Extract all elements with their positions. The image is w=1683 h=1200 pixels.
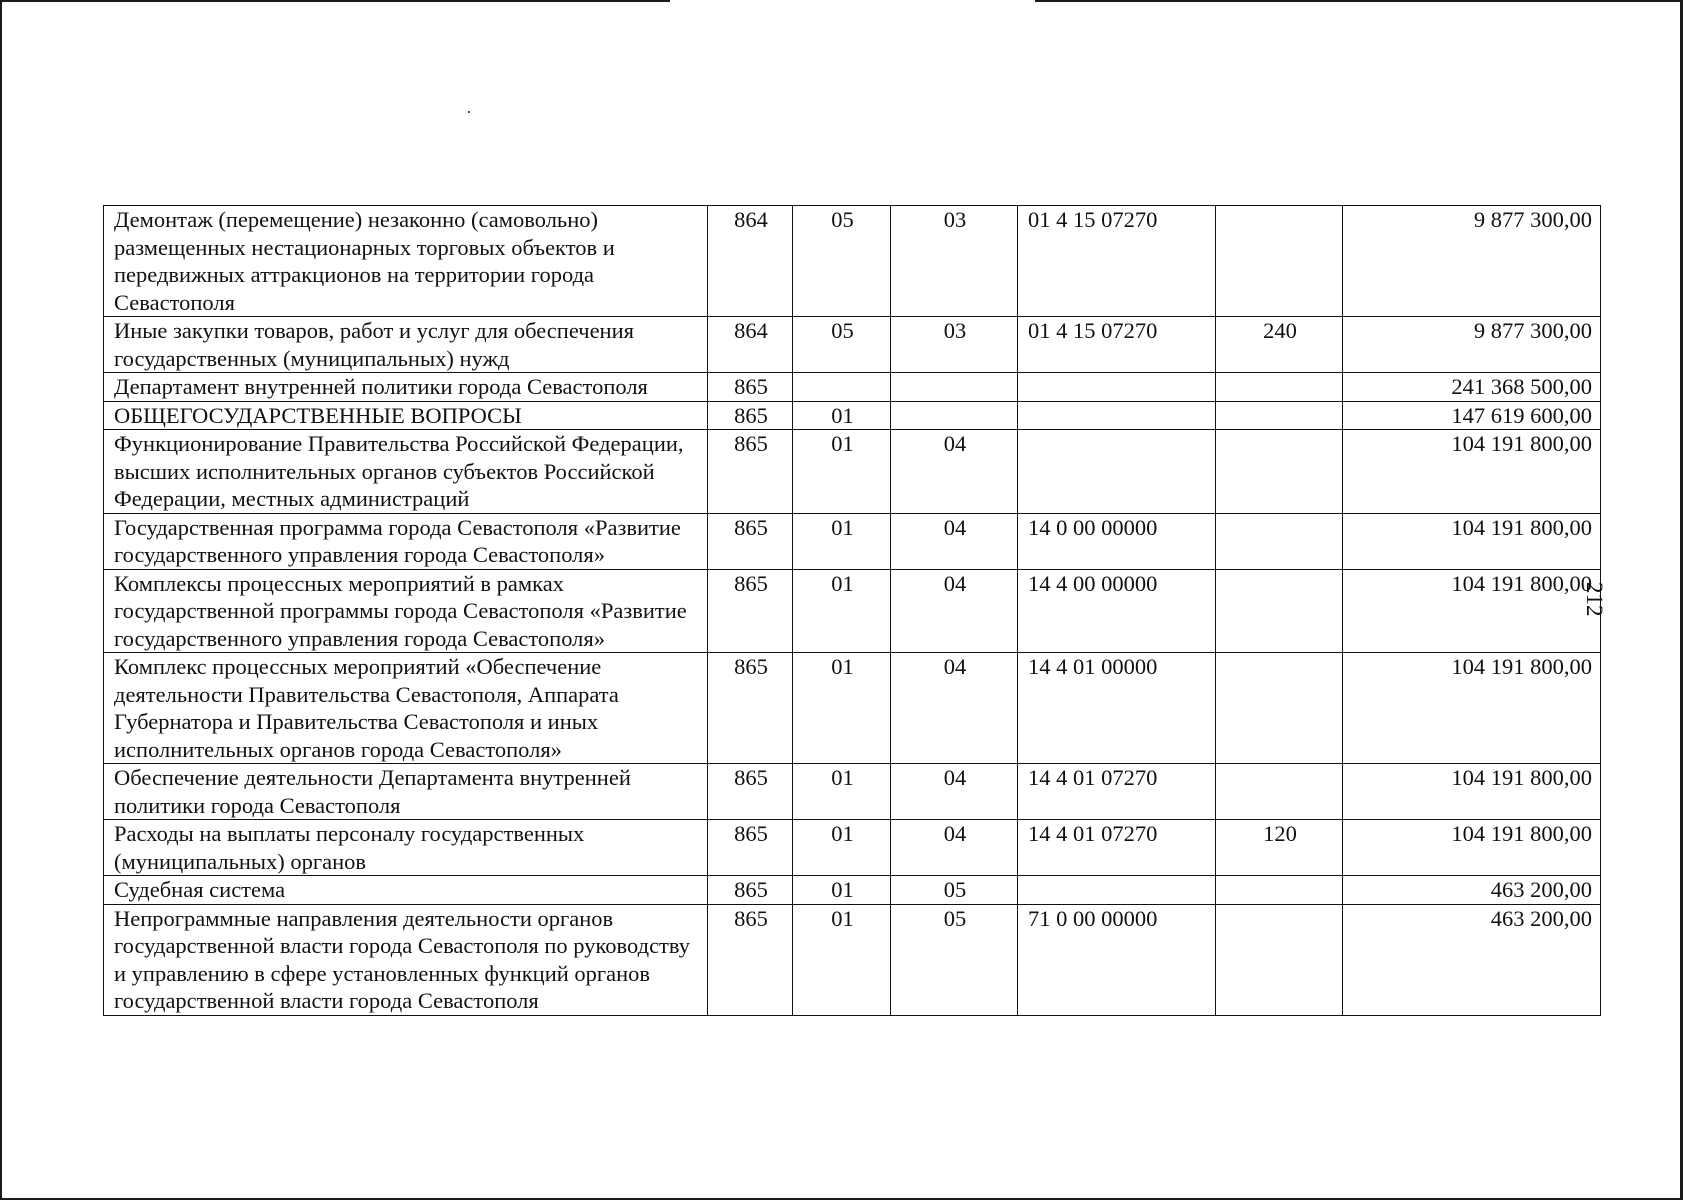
section-code: 01 <box>793 430 891 514</box>
grbs-code: 864 <box>708 317 793 373</box>
page-number: 212 <box>1582 582 1607 617</box>
table-row <box>104 653 1601 764</box>
expense-type-code <box>1216 373 1343 402</box>
amount: 104 191 800,00 <box>1343 430 1601 514</box>
section-code: 05 <box>793 206 891 317</box>
subsection-code: 05 <box>891 904 1018 1015</box>
section-code: 01 <box>793 876 891 905</box>
subsection-code <box>891 373 1018 402</box>
expense-type-code <box>1216 904 1343 1015</box>
expense-type-code: 240 <box>1216 317 1343 373</box>
expense-type-code <box>1216 764 1343 820</box>
amount: 104 191 800,00 <box>1343 513 1601 569</box>
subsection-code <box>891 401 1018 430</box>
amount: 9 877 300,00 <box>1343 317 1601 373</box>
scan-edge-top <box>0 0 670 2</box>
grbs-code: 864 <box>708 206 793 317</box>
grbs-code: 865 <box>708 513 793 569</box>
expense-name: Демонтаж (перемещение) незаконно (самовольно) размещенных нестационарных торговых объектов и передвижных аттракционов на территории города Севастополя <box>104 206 708 317</box>
subsection-code: 04 <box>891 569 1018 653</box>
table-row <box>104 764 1601 820</box>
expense-name: Функционирование Правительства Российской Федерации, высших исполнительных органов субъектов Российской Федерации, местных администраций <box>104 430 708 514</box>
expense-name: Непрограммные направления деятельности органов государственной власти города Севастополя по руководству и управлению в сфере установленных функций органов государственной власти города Севастополя <box>104 904 708 1015</box>
amount: 463 200,00 <box>1343 904 1601 1015</box>
target-article-code <box>1018 430 1216 514</box>
budget-table-body <box>104 206 1601 1016</box>
table-row <box>104 569 1601 653</box>
grbs-code: 865 <box>708 430 793 514</box>
expense-name: Комплекс процессных мероприятий «Обеспечение деятельности Правительства Севастополя, Аппарата Губернатора и Правительства Севастополя и иных исполнительных органов города Севастополя» <box>104 653 708 764</box>
amount: 104 191 800,00 <box>1343 764 1601 820</box>
amount: 241 368 500,00 <box>1343 373 1601 402</box>
table-row <box>104 820 1601 876</box>
amount: 104 191 800,00 <box>1343 820 1601 876</box>
section-code: 01 <box>793 820 891 876</box>
table-row <box>104 513 1601 569</box>
target-article-code: 14 4 01 07270 <box>1018 764 1216 820</box>
grbs-code: 865 <box>708 820 793 876</box>
table-row <box>104 430 1601 514</box>
scan-edge-top <box>1035 0 1683 2</box>
table-row <box>104 876 1601 905</box>
expense-name: Государственная программа города Севастополя «Развитие государственного управления города Севастополя» <box>104 513 708 569</box>
target-article-code: 01 4 15 07270 <box>1018 317 1216 373</box>
target-article-code <box>1018 401 1216 430</box>
table-row <box>104 401 1601 430</box>
subsection-code: 04 <box>891 430 1018 514</box>
expense-name: Комплексы процессных мероприятий в рамках государственной программы города Севастополя «Развитие государственного управления города Севастополя» <box>104 569 708 653</box>
subsection-code: 04 <box>891 764 1018 820</box>
target-article-code <box>1018 876 1216 905</box>
grbs-code: 865 <box>708 373 793 402</box>
expense-type-code: 120 <box>1216 820 1343 876</box>
expense-name: Судебная система <box>104 876 708 905</box>
target-article-code: 14 0 00 00000 <box>1018 513 1216 569</box>
grbs-code: 865 <box>708 876 793 905</box>
expense-name: ОБЩЕГОСУДАРСТВЕННЫЕ ВОПРОСЫ <box>104 401 708 430</box>
table-row <box>104 904 1601 1015</box>
target-article-code: 14 4 01 07270 <box>1018 820 1216 876</box>
expense-type-code <box>1216 430 1343 514</box>
section-code <box>793 373 891 402</box>
expense-name: Департамент внутренней политики города Севастополя <box>104 373 708 402</box>
expense-type-code <box>1216 513 1343 569</box>
subsection-code: 03 <box>891 206 1018 317</box>
section-code: 01 <box>793 764 891 820</box>
scan-edge-left <box>0 0 2 1200</box>
grbs-code: 865 <box>708 764 793 820</box>
subsection-code: 04 <box>891 653 1018 764</box>
expense-type-code <box>1216 876 1343 905</box>
subsection-code: 04 <box>891 820 1018 876</box>
grbs-code: 865 <box>708 569 793 653</box>
expense-type-code <box>1216 569 1343 653</box>
section-code: 01 <box>793 401 891 430</box>
target-article-code: 14 4 00 00000 <box>1018 569 1216 653</box>
budget-table <box>103 205 1601 1016</box>
section-code: 01 <box>793 569 891 653</box>
table-row <box>104 317 1601 373</box>
section-code: 01 <box>793 653 891 764</box>
grbs-code: 865 <box>708 653 793 764</box>
expense-type-code <box>1216 653 1343 764</box>
table-row <box>104 373 1601 402</box>
target-article-code: 14 4 01 00000 <box>1018 653 1216 764</box>
expense-name: Иные закупки товаров, работ и услуг для обеспечения государственных (муниципальных) нужд <box>104 317 708 373</box>
scan-speck <box>468 111 470 113</box>
amount: 463 200,00 <box>1343 876 1601 905</box>
grbs-code: 865 <box>708 904 793 1015</box>
subsection-code: 05 <box>891 876 1018 905</box>
expense-name: Обеспечение деятельности Департамента внутренней политики города Севастополя <box>104 764 708 820</box>
target-article-code: 71 0 00 00000 <box>1018 904 1216 1015</box>
grbs-code: 865 <box>708 401 793 430</box>
section-code: 01 <box>793 904 891 1015</box>
expense-type-code <box>1216 401 1343 430</box>
expense-type-code <box>1216 206 1343 317</box>
amount: 104 191 800,00 <box>1343 653 1601 764</box>
target-article-code <box>1018 373 1216 402</box>
section-code: 01 <box>793 513 891 569</box>
subsection-code: 04 <box>891 513 1018 569</box>
table-row <box>104 206 1601 317</box>
subsection-code: 03 <box>891 317 1018 373</box>
section-code: 05 <box>793 317 891 373</box>
amount: 9 877 300,00 <box>1343 206 1601 317</box>
target-article-code: 01 4 15 07270 <box>1018 206 1216 317</box>
expense-name: Расходы на выплаты персоналу государственных (муниципальных) органов <box>104 820 708 876</box>
amount: 147 619 600,00 <box>1343 401 1601 430</box>
amount: 104 191 800,00 <box>1343 569 1601 653</box>
